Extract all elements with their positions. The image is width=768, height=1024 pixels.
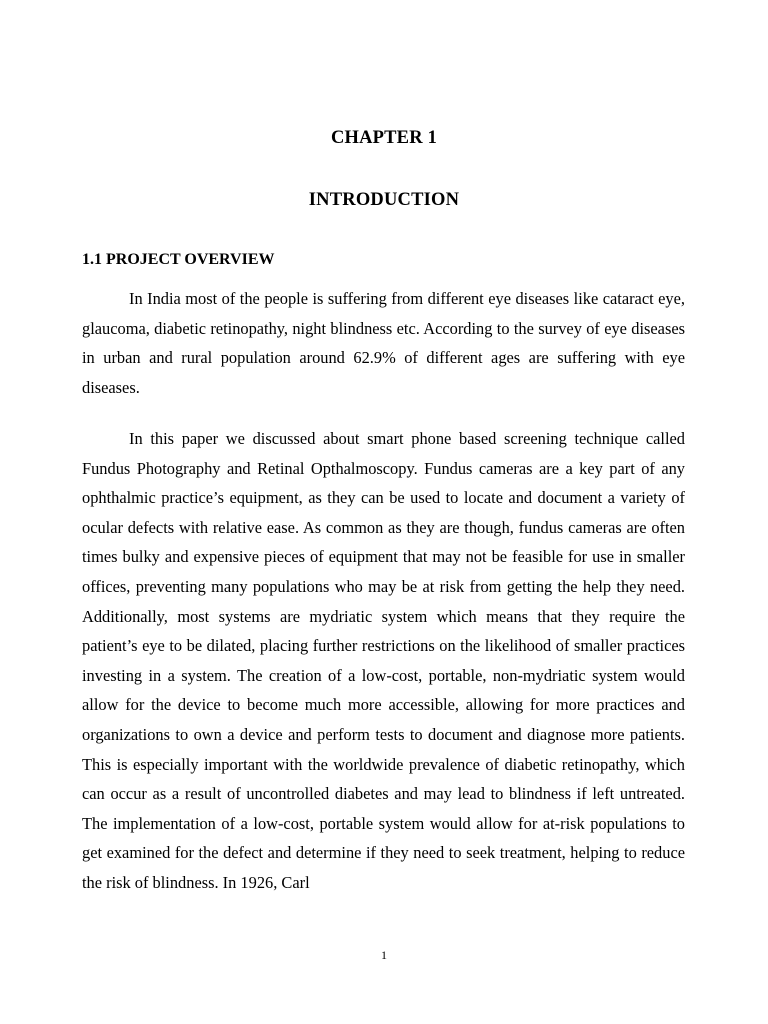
page-number: 1 <box>381 948 387 962</box>
section-heading: 1.1 PROJECT OVERVIEW <box>82 251 275 268</box>
chapter-title: INTRODUCTION <box>308 190 460 210</box>
paragraph-1: In India most of the people is suffering from different eye diseases like cataract eye, glaucoma, diabetic retinopathy, night blindness etc. According to the survey of eye diseases in urban and rural population around 62.9% of different ages are suffering with eye diseases. <box>82 289 685 397</box>
chapter-heading: CHAPTER 1 <box>330 128 438 148</box>
paragraph-2: In this paper we discussed about smart phone based screening technique called Fundus Photography and Retinal Opthalmoscopy. Fundus cameras are a key part of any ophthalmic practice’s equipment, as they can be used to locate and document a variety of ocular defects with relative ease. As common as they are though, fundus cameras are often times bulky and expensive pieces of equipment that may not be feasible for use in smaller offices, preventing many populations who may be at risk from getting the help they need. Additionally, most systems are mydriatic system which means that they require the patient’s eye to be dilated, placing further restrictions on the likelihood of smaller practices investing in a system. The creation of a low-cost, portable, non-mydriatic system would allow for the device to become much more accessible, allowing for more practices and organizations to own a device and perform tests to document and diagnose more patients. This is especially important with the worldwide prevalence of diabetic retinopathy, which can occur as a result of uncontrolled diabetes and may lead to blindness if left untreated. The implementation of a low-cost, portable system would allow for at-risk populations to get examined for the defect and determine if they need to seek treatment, helping to reduce the risk of blindness. In 1926, Carl <box>82 429 685 892</box>
